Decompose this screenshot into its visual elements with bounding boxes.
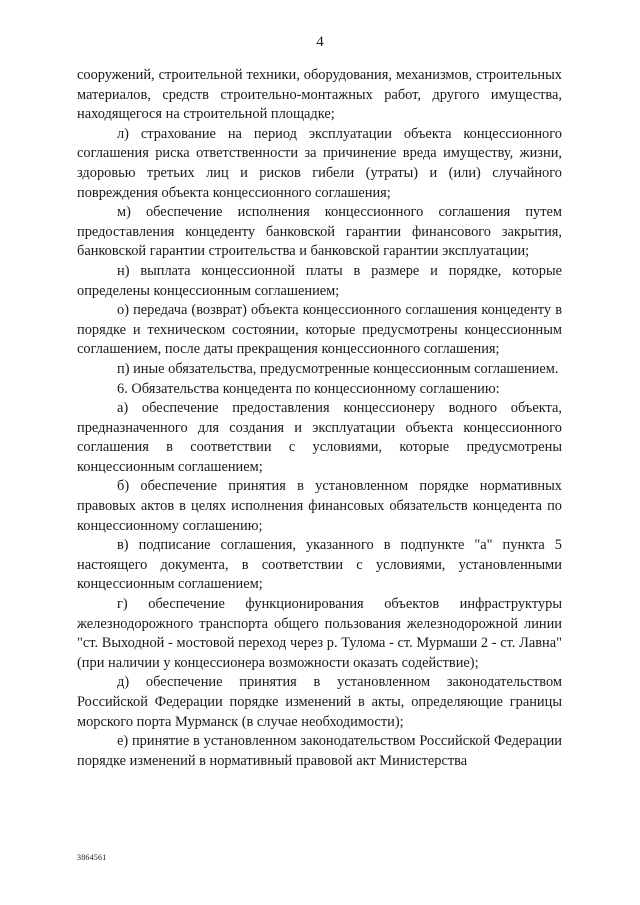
- paragraph-0: сооружений, строительной техники, оборудования, механизмов, строительных материалов, средств строительно-монтажных работ, другого имущества, находящегося на строительной площадке;: [77, 67, 562, 123]
- section-heading-6: 6. Обязательства концедента по концессионному соглашению:: [117, 380, 500, 397]
- paragraph-item-n: н) выплата концессионной платы в размере и порядке, которые определены концессионным соглашением;: [77, 262, 562, 299]
- paragraph-item-v: в) подписание соглашения, указанного в подпункте "а" пункта 5 настоящего документа, в соответствии с условиями, установленными концессионным соглашением;: [77, 537, 562, 593]
- footer-document-code: 3864561: [77, 853, 107, 862]
- paragraph-item-m: м) обеспечение исполнения концессионного соглашения путем предоставления концеденту банковской гарантии финансового закрытия, банковской гарантии строительства и банковской гарантии эксплуатации;: [77, 204, 562, 260]
- page-number: 4: [316, 34, 324, 50]
- paragraph-item-b: б) обеспечение принятия в установленном порядке нормативных правовых актов в целях исполнения финансовых обязательств концедента по концессионному соглашению;: [77, 478, 562, 534]
- document-body: [77, 66, 562, 771]
- paragraph-item-a: а) обеспечение предоставления концессионеру водного объекта, предназначенного для создания и эксплуатации объекта концессионного соглашения в соответствии с условиями, которые предусмотрены концессионным соглашением;: [77, 400, 562, 475]
- paragraph-item-l: л) страхование на период эксплуатации объекта концессионного соглашения риска ответственности за причинение вреда имуществу, жизни, здоровью третьих лиц и рисков гибели (утраты) и (или) случайного повреждения объекта концессионного соглашения;: [77, 125, 562, 201]
- paragraph-item-p: п) иные обязательства, предусмотренные концессионным соглашением.: [117, 360, 559, 377]
- paragraph-item-o: о) передача (возврат) объекта концессионного соглашения концеденту в порядке и техническом состоянии, которые предусмотрены концессионным соглашением, после даты прекращения концессионного соглашения;: [77, 302, 562, 358]
- paragraph-item-d: д) обеспечение принятия в установленном законодательством Российской Федерации порядке изменений в акты, определяющие границы морского порта Мурманск (в случае необходимости);: [77, 674, 562, 730]
- paragraph-item-g: г) обеспечение функционирования объектов инфраструктуры железнодорожного транспорта общего пользования железнодорожной линии "ст. Выходной - мостовой переход через р. Тулома - ст. Мурмаши 2 - ст. Лавна" (при наличии у концессионера возможности оказать содействие);: [77, 596, 562, 671]
- paragraph-item-e: е) принятие в установленном законодательством Российской Федерации порядке изменений в нормативный правовой акт Министерства: [77, 733, 562, 769]
